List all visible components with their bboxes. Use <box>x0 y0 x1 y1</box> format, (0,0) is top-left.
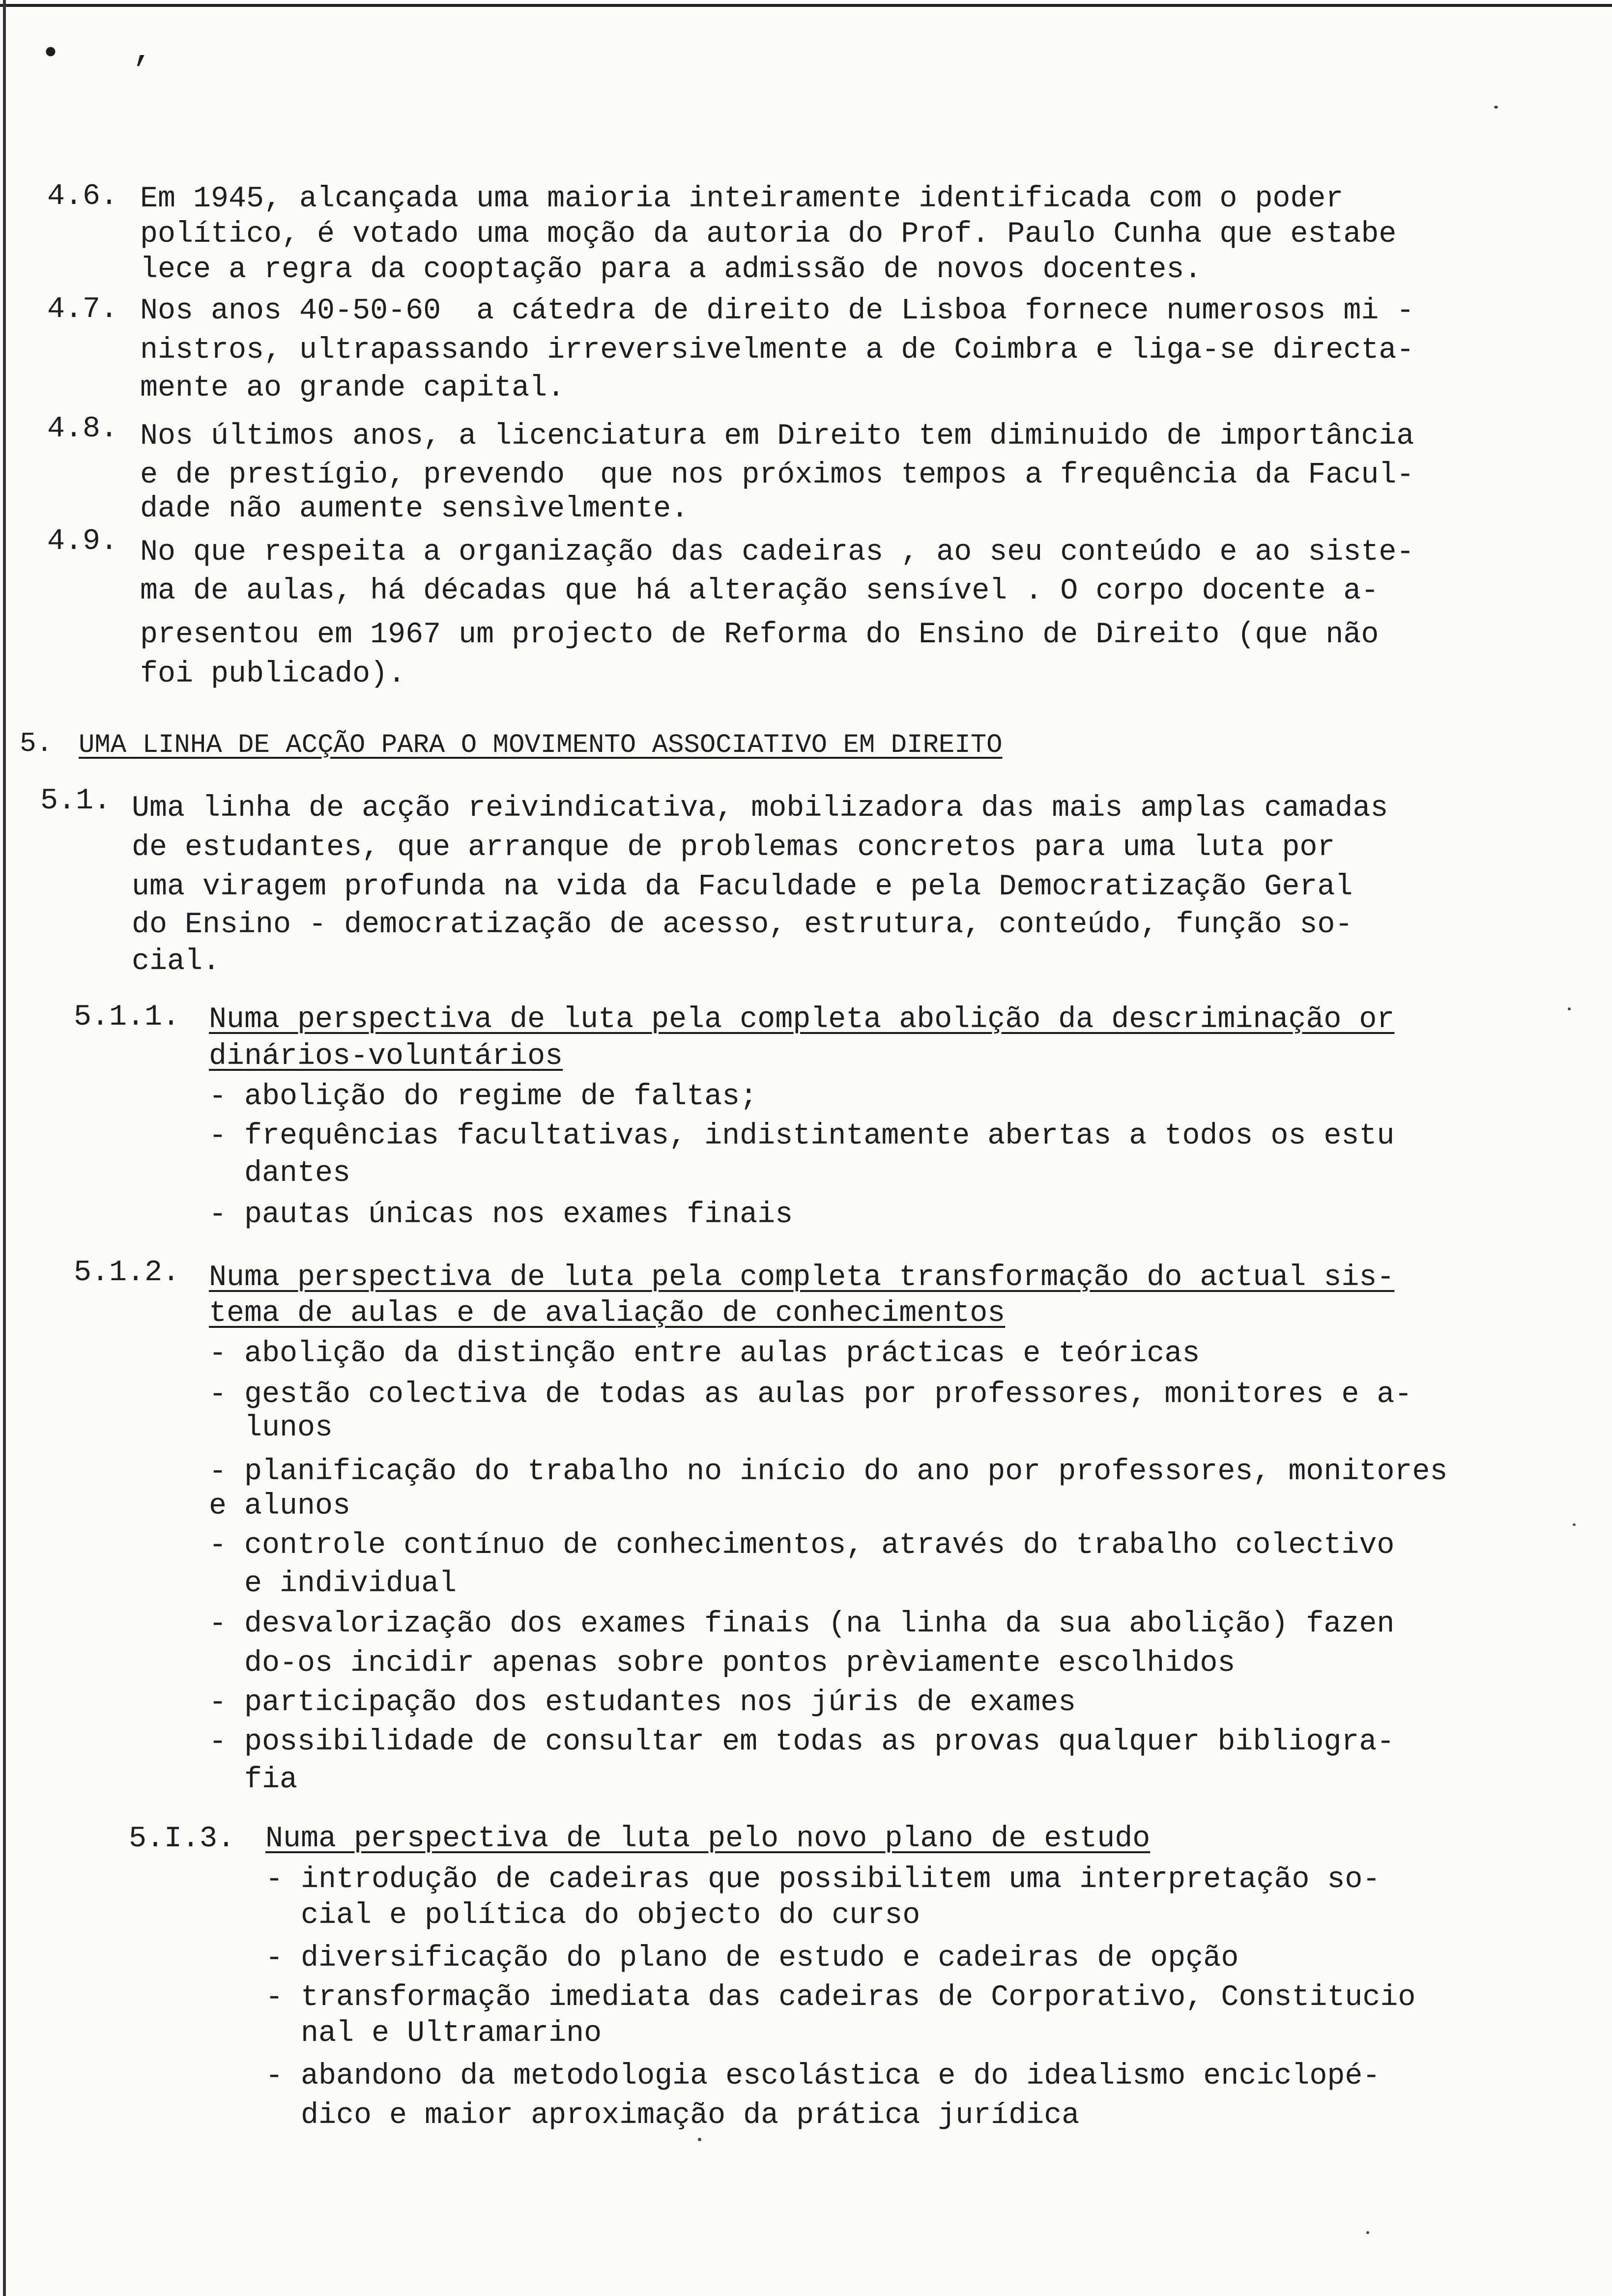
para-5-1-line-1: Uma linha de acção reivindicativa, mobilizadora das mais amplas camadas <box>132 792 1388 825</box>
para-5-1-1-item-2: - frequências facultativas, indistintamente abertas a todos os estu <box>209 1119 1395 1153</box>
para-4-9-number: 4.9. <box>47 525 118 558</box>
left-border-line <box>3 0 6 2296</box>
scan-speck <box>1494 106 1498 109</box>
para-5-1-1-heading-line-1: Numa perspectiva de luta pela completa abolição da descriminação or <box>209 1003 1395 1036</box>
para-5-1-3-item-1-cont: cial e política do objecto do curso <box>265 1899 921 1932</box>
para-5-1-line-2: de estudantes, que arranque de problemas concretos para uma luta por <box>132 831 1335 864</box>
para-5-1-2-heading-line-2: tema de aulas e de avaliação de conhecimentos <box>209 1297 1006 1330</box>
para-5-1-3-item-3: - transformação imediata das cadeiras de Corporativo, Constitucio <box>265 1981 1416 2014</box>
para-5-1-3-heading: Numa perspectiva de luta pelo novo plano de estudo <box>265 1822 1151 1856</box>
para-5-1-line-5: cial. <box>132 945 221 978</box>
para-4-6-line-2: político, é votado uma moção da autoria do Prof. Paulo Cunha que estabe <box>140 218 1397 251</box>
para-5-1-2-item-5: - desvalorização dos exames finais (na linha da sua abolição) fazen <box>209 1607 1395 1641</box>
para-5-1-2-number: 5.1.2. <box>74 1256 180 1290</box>
scan-speck <box>698 2138 701 2141</box>
scan-speck <box>1366 2231 1369 2234</box>
section-5-number: 5. <box>20 728 53 759</box>
para-5-1-2-item-4: - controle contínuo de conhecimentos, através do trabalho colectivo <box>209 1529 1395 1562</box>
para-5-1-2-item-1: - abolição da distinção entre aulas prácticas e teóricas <box>209 1337 1200 1371</box>
para-5-1-1-item-2-cont: dantes <box>209 1157 351 1190</box>
top-border-line <box>0 4 1612 7</box>
para-5-1-3-item-1: - introdução de cadeiras que possibilitem uma interpretação so- <box>265 1863 1381 1896</box>
para-4-8-line-2: e de prestígio, prevendo que nos próximos tempos a frequência da Facul- <box>140 459 1414 492</box>
para-5-1-3-item-2: - diversificação do plano de estudo e cadeiras de opção <box>265 1942 1239 1975</box>
para-5-1-2-item-3: - planificação do trabalho no início do ano por professores, monitores <box>209 1455 1448 1489</box>
para-5-1-3-number: 5.I.3. <box>129 1822 235 1856</box>
para-5-1-2-heading-line-1: Numa perspectiva de luta pela completa transformação do actual sis- <box>209 1261 1395 1294</box>
para-4-8-line-1: Nos últimos anos, a licenciatura em Direito tem diminuido de importância <box>140 420 1414 453</box>
para-5-1-1-item-1: - abolição do regime de faltas; <box>209 1080 758 1114</box>
para-5-1-2-item-4-cont: e individual <box>209 1567 457 1601</box>
para-4-7-line-1: Nos anos 40-50-60 a cátedra de direito de Lisboa fornece numerosos mi - <box>140 294 1414 328</box>
scan-speck <box>1568 1007 1571 1010</box>
para-5-1-2-item-3-cont: e alunos <box>209 1490 351 1523</box>
para-4-9-line-4: foi publicado). <box>140 658 406 691</box>
scan-speck <box>1573 1523 1576 1526</box>
para-5-1-line-4: do Ensino - democratização de acesso, estrutura, conteúdo, função so- <box>132 908 1353 942</box>
para-4-8-line-3: dade não aumente sensìvelmente. <box>140 492 689 526</box>
para-4-6-number: 4.6. <box>47 180 118 213</box>
para-5-1-2-item-6: - participação dos estudantes nos júris de exames <box>209 1686 1076 1720</box>
para-5-1-2-item-5-cont: do-os incidir apenas sobre pontos prèviamente escolhidos <box>209 1647 1236 1680</box>
para-4-7-number: 4.7. <box>47 293 118 326</box>
para-4-7-line-2: nistros, ultrapassando irreversivelmente a de Coimbra e liga-se directa- <box>140 334 1414 367</box>
header-mark-comma: , <box>133 32 154 71</box>
para-4-9-line-1: No que respeita a organização das cadeiras , ao seu conteúdo e ao siste- <box>140 536 1414 569</box>
para-5-1-2-item-7: - possibilidade de consultar em todas as provas qualquer bibliogra- <box>209 1725 1395 1759</box>
para-5-1-3-item-4: - abandono da metodologia escolástica e do idealismo enciclopé- <box>265 2060 1381 2093</box>
para-5-1-1-heading-line-2: dinários-voluntários <box>209 1040 563 1073</box>
para-4-9-line-3: presentou em 1967 um projecto de Reforma do Ensino de Direito (que não <box>140 618 1379 652</box>
para-4-8-number: 4.8. <box>47 412 118 446</box>
para-4-6-line-3: lece a regra da cooptação para a admissão de novos docentes. <box>140 253 1202 287</box>
para-5-1-3-item-4-cont: dico e maior aproximação da prática jurídica <box>265 2099 1080 2132</box>
para-4-6-line-1: Em 1945, alcançada uma maioria inteiramente identificada com o poder <box>140 182 1344 216</box>
para-4-9-line-2: ma de aulas, há décadas que há alteração sensível . O corpo docente a- <box>140 574 1379 608</box>
para-5-1-1-item-3: - pautas únicas nos exames finais <box>209 1198 793 1232</box>
para-5-1-number: 5.1. <box>40 784 112 818</box>
para-5-1-2-item-7-cont: fia <box>209 1763 298 1797</box>
para-5-1-1-number: 5.1.1. <box>74 1001 180 1034</box>
para-5-1-3-item-3-cont: nal e Ultramarino <box>265 2017 602 2050</box>
para-5-1-2-item-2: - gestão colectiva de todas as aulas por professores, monitores e a- <box>209 1378 1412 1411</box>
para-4-7-line-3: mente ao grande capital. <box>140 372 565 405</box>
para-5-1-2-item-2-cont: lunos <box>209 1411 333 1445</box>
header-mark-bullet: • <box>40 35 61 74</box>
section-5-title: UMA LINHA DE ACÇÃO PARA O MOVIMENTO ASSOCIATIVO EM DIREITO <box>79 730 1003 760</box>
para-5-1-line-3: uma viragem profunda na vida da Faculdade e pela Democratização Geral <box>132 870 1353 904</box>
